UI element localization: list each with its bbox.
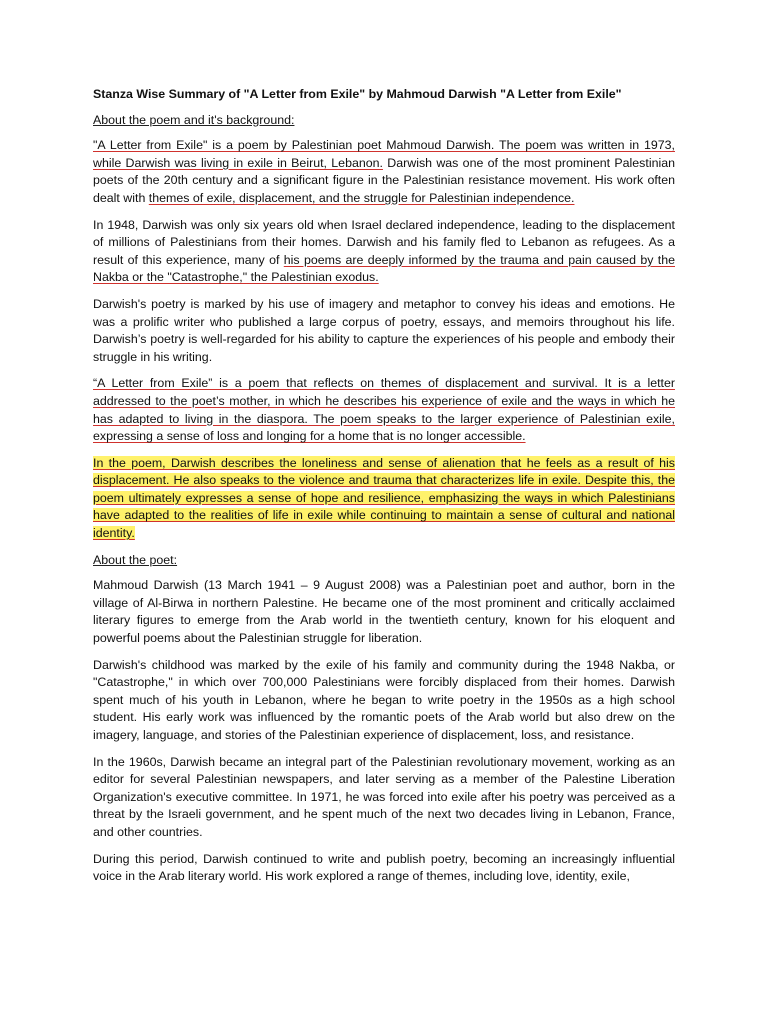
section-heading-poem: About the poem and it's background:: [93, 112, 295, 127]
paragraph-9: During this period, Darwish continued to write and publish poetry, becoming an increasingly influential voice in the Arab literary world. His work explored a range of themes, including love, identity, exile,: [93, 851, 675, 884]
paragraph-8: In the 1960s, Darwish became an integral part of the Palestinian revolutionary movement, working as an editor for several Palestinian newspapers, and later serving as a member of the Palestine Liberation Organization's executive committee. In 1971, he was forced into exile after his poetry was perceived as a threat by the Israeli government, and he spent much of the next two decades living in Lebanon, France, and other countries.: [93, 754, 675, 839]
underlined-text: “A Letter from Exile” is a poem that reflects on themes of displacement and survival. It is a letter addressed to the poet’s mother, in which he describes his experience of exile and the ways in which he has adapted to living in the diaspora. The poem speaks to the larger experience of Palestinian exile, expressing a sense of loss and longing for a home that is no longer accessible.: [93, 376, 675, 444]
paragraph-4: [93, 375, 675, 445]
underlined-text: themes of exile, displacement, and the struggle for Palestinian independence.: [148, 190, 575, 205]
paragraph-6: Mahmoud Darwish (13 March 1941 – 9 August 2008) was a Palestinian poet and author, born in the village of Al-Birwa in northern Palestine. He became one of the most prominent and critically acclaimed literary figures to emerge from the Arab world in the twentieth century, known for his eloquent and powerful poems about the Palestinian struggle for liberation.: [93, 578, 675, 646]
paragraph-text: In 1948, Darwish was only six years old when Israel declared independence, leading to the displacement of millions of Palestinians from their homes. Darwish and his family fled to Lebanon as refugees. As a result of this experience, many of: [93, 217, 675, 267]
paragraph-5: [93, 455, 675, 543]
underlined-text: "A Letter from Exile" is a poem by Palestinian poet Mahmoud Darwish. The poem was written in 1973, while Darwish was living in exile in Beirut, Lebanon.: [93, 138, 675, 170]
paragraph-3: Darwish's poetry is marked by his use of imagery and metaphor to convey his ideas and emotions. He was a prolific writer who published a large corpus of poetry, essays, and memoirs throughout his life. Darwish’s poetry is well-regarded for his ability to capture the experiences of his people and embody their struggle in his writing.: [93, 296, 675, 364]
paragraph-text: Darwish was one of the most prominent Palestinian poets of the 20th century and a significant figure in the Palestinian resistance movement. His work often dealt with: [93, 155, 675, 205]
document-title: Stanza Wise Summary of "A Letter from Exile" by Mahmoud Darwish "A Letter from Exile": [93, 87, 622, 101]
paragraph-1: [93, 137, 675, 207]
paragraph-7: Darwish's childhood was marked by the exile of his family and community during the 1948 Nakba, or "Catastrophe," in which over 700,000 Palestinians were forcibly displaced from their homes. Darwish spent much of his youth in Lebanon, where he began to write poetry in the 1950s as a high school student. His early work was influenced by the romantic poets of the Arab world but also drew on the imagery, language, and stories of the Palestinian experience of displacement, loss, and resistance.: [93, 657, 675, 742]
highlighted-text: In the poem, Darwish describes the loneliness and sense of alienation that he feels as a result of his displacement. He also speaks to the violence and trauma that characterizes life in exile. Despite this, the poem ultimately expresses a sense of hope and resilience, emphasizing the ways in which Palestinians have adapted to the realities of life in exile while continuing to maintain a sense of cultural and national identity.: [93, 455, 675, 541]
underlined-text: his poems are deeply informed by the trauma and pain caused by the Nakba or the "Catastrophe," the Palestinian exodus.: [93, 252, 675, 285]
paragraph-2: [93, 217, 675, 287]
section-heading-poet: About the poet:: [93, 552, 178, 567]
